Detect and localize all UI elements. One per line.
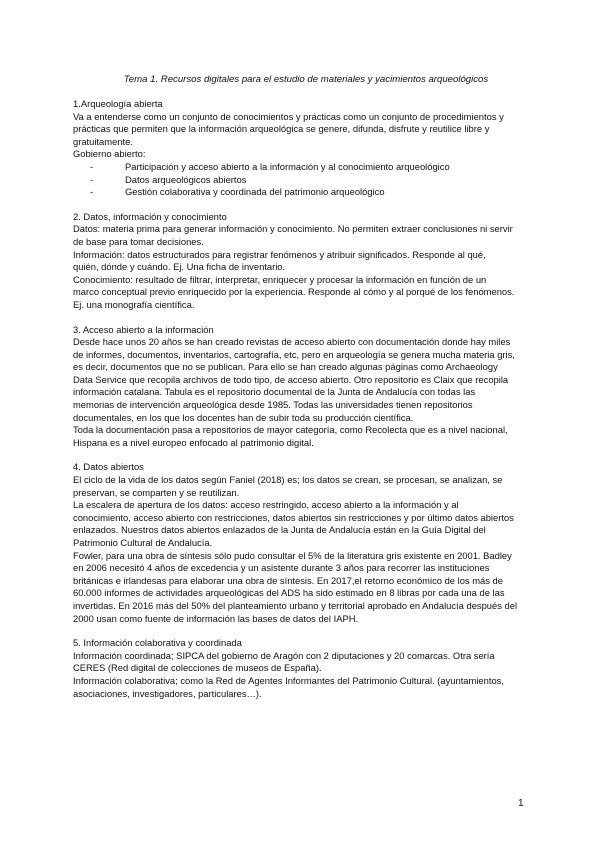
paragraph-line: 60.000 informes de actividades arqueológicas del ADS ha sido estimado en 8 libras por cada una de las — [73, 587, 505, 599]
document-body — [73, 98, 553, 712]
paragraph-line: memorias de intervención arqueológica desde 1985. Todas las universidades tienen repositorios — [73, 399, 473, 411]
section-informacion-colaborativa — [73, 637, 553, 700]
document-title: Tema 1. Recursos digitales para el estudio de materiales y yacimientos arqueológicos — [123, 74, 489, 85]
list-item-text: Gestión colaborativa y coordinada del patrimonio arqueológico — [125, 186, 385, 198]
paragraph-line: Ej. una monografía científica. — [73, 298, 195, 310]
paragraph-line: información catalana. Tabula es el repositorio documental de la Junta de Andalucía con todas las — [73, 386, 476, 398]
paragraph-line: prácticas que permiten que la información arqueológica se genere, difunda, disfrute y reutilice libre y — [73, 123, 490, 135]
paragraph-line: de informes, documentos, inventarios, cartografía, etc, pero en arqueología se genera mucha materia gris, — [73, 348, 515, 360]
paragraph-line: marco conceptual previo enriquecido por la experiencia. Responde al cómo y al porqué de los fenómenos. — [73, 286, 515, 298]
section-heading: 3. Acceso abierto a la información — [73, 323, 214, 335]
paragraph-line: Datos: materia prima para generar información y conocimiento. No permiten extraer conclusiones ni servir — [73, 223, 513, 235]
list-item — [73, 161, 553, 174]
paragraph-line: El ciclo de la vida de los datos según Faniel (2018) es; los datos se crean, se procesan, se analizan, se — [73, 474, 503, 486]
paragraph-line: Información coordinada; SIPCA del gobierno de Aragón con 2 diputaciones y 20 comarcas. Otra sería — [73, 649, 495, 661]
bullet-marker: - — [90, 173, 94, 185]
paragraph-line: Fowler, para una obra de síntesis sólo pudo consultar el 5% de la literatura gris existente en 2001. Badley — [73, 549, 512, 561]
paragraph-line: Información colaborativa; como la Red de Agentes Informantes del Patrimonio Cultural. (ayuntamientos, — [73, 674, 504, 686]
paragraph-line: Data Service que recopila archivos de todo tipo, de acceso abierto. Otro repositorio es Claix que recopila — [73, 373, 509, 385]
list-item — [73, 186, 553, 199]
paragraph-line: gratuitamente. — [73, 135, 133, 147]
list-item-text: Participación y acceso abierto a la información y al conocimiento arqueológico — [125, 160, 450, 172]
paragraph-line: quién, dónde y cuándo. Ej. Una ficha de inventario. — [73, 261, 286, 273]
paragraph-line: 2000 usan como fuente de información las bases de datos del IAPH. — [73, 612, 359, 624]
paragraph-line: asociaciones, investigadores, particulares…). — [73, 687, 262, 699]
bullet-list — [73, 161, 553, 199]
paragraph-line: británicas e irlandesas para elaborar una obra de síntesis. En 2017,el retorno económico de los más de — [73, 574, 503, 586]
bullet-marker: - — [90, 186, 94, 198]
list-item — [73, 174, 553, 187]
paragraph-line: en 2006 necesitó 4 años de excedencia y un asistente durante 3 años para recorrer las instituciones — [73, 562, 490, 574]
paragraph-line: Toda la documentación pasa a repositorios de mayor categoría, como Recolecta que es a nivel nacional, — [73, 424, 508, 436]
paragraph-line: Va a entenderse como un conjunto de conocimientos y prácticas como un conjunto de procedimientos y — [73, 110, 504, 122]
paragraph-line: Conocimiento: resultado de filtrar, interpretar, enriquecer y procesar la información en función de un — [73, 273, 487, 285]
section-datos-informacion — [73, 211, 553, 312]
paragraph-line: Patrimonio Cultural de Andalucía. — [73, 537, 213, 548]
paragraph-line: preservan, se comparten y se reutilizan. — [73, 486, 240, 498]
section-heading: 2. Datos, información y conocimiento — [73, 210, 227, 222]
paragraph-line: CERES (Red digital de colecciones de museos de España). — [73, 662, 322, 674]
section-arqueologia-abierta — [73, 98, 553, 199]
paragraph-line: enlazados. Nuestros datos abiertos enlazados de la Junta de Andalucía están en la Guía Digital del — [73, 524, 486, 536]
paragraph-line: conocimiento, acceso abierto con restricciones, datos abiertos sin restricciones y por último datos abiertos — [73, 511, 514, 523]
section-datos-abiertos — [73, 461, 553, 625]
bullet-marker: - — [90, 160, 94, 172]
paragraph-line: Gobierno abierto: — [73, 148, 146, 160]
paragraph-line: de base para tomar decisiones. — [73, 235, 204, 247]
paragraph-line: es decir, documentos que no se publican. Para ello se han creado algunas páginas como Archaeology — [73, 361, 498, 373]
paragraph-line: La escalera de apertura de los datos: acceso restringido, acceso abierto a la información y al — [73, 499, 459, 511]
page-number: 1 — [518, 798, 524, 809]
section-acceso-abierto — [73, 324, 553, 450]
paragraph-line: Hispana es a nivel europeo enfocado al patrimonio digital. — [73, 436, 314, 448]
paragraph-line: invertidas. En 2016 más del 50% del planteamiento urbano y territorial aprobado en Andalucía después del — [73, 599, 518, 611]
paragraph-line: documentales, en los que los docentes han de subir toda su producción científica. — [73, 411, 414, 423]
list-item-text: Datos arqueológicos abiertos — [125, 173, 247, 185]
paragraph-line: Información: datos estructurados para registrar fenómenos y atribuir significados. Responde al qué, — [73, 248, 486, 260]
section-heading: 1.Arqueología abierta — [73, 98, 163, 109]
paragraph-line: Desde hace unos 20 años se han creado revistas de acceso abierto con documentación donde hay miles — [73, 336, 511, 348]
section-heading: 4. Datos abiertos — [73, 461, 144, 473]
section-heading: 5. Información colaborativa y coordinada — [73, 637, 242, 649]
